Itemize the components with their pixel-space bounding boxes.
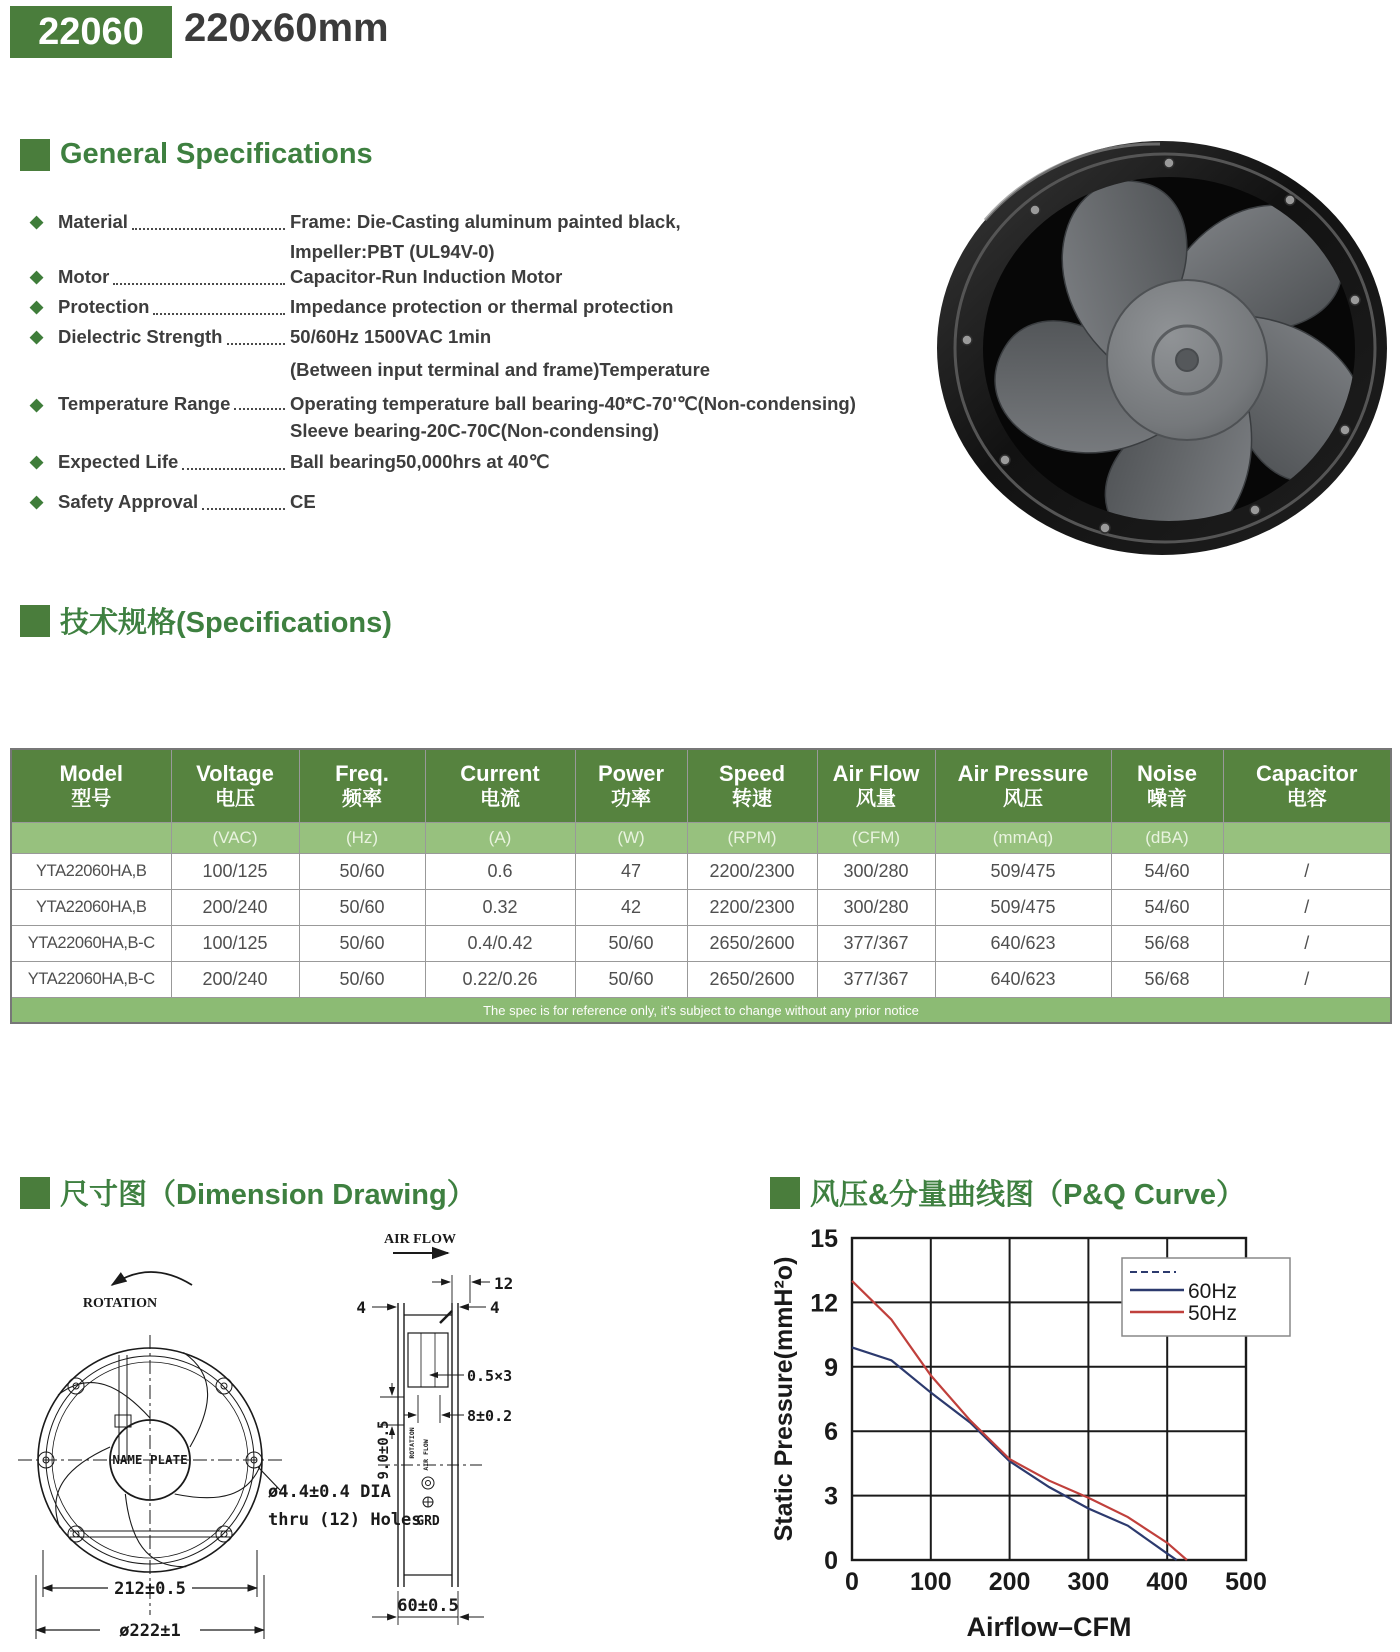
unit-cell: (A): [425, 823, 575, 854]
dotted-leader: [132, 207, 285, 230]
model-code-badge: [10, 6, 172, 58]
spec-value: [290, 487, 930, 517]
cell-airpressure: 640/623: [935, 926, 1111, 962]
section-square-icon: [20, 1177, 50, 1209]
y-tick-label: 3: [824, 1482, 838, 1511]
x-tick-label: 500: [1225, 1568, 1267, 1596]
cell-capacitor: /: [1223, 854, 1391, 890]
spec-table: [10, 748, 1392, 1024]
dotted-leader: [227, 322, 286, 345]
spec-value-line: Impeller:PBT (UL94V-0): [290, 241, 495, 262]
dim-222: ø222±1: [119, 1621, 181, 1641]
general-specs-title: General Specifications: [60, 138, 373, 170]
rotation-small-label: ROTATION: [408, 1427, 416, 1459]
col-capacitor: Capacitor 电容: [1223, 749, 1391, 823]
col-model: Model 型号: [11, 749, 171, 823]
unit-cell: (Hz): [299, 823, 425, 854]
cell-voltage: 200/240: [171, 962, 299, 998]
table-row: [11, 854, 1391, 890]
cell-voltage: 200/240: [171, 890, 299, 926]
spec-value-line: 50/60Hz 1500VAC 1min: [290, 326, 492, 347]
airflow-label: AIR FLOW: [384, 1232, 456, 1247]
cell-airflow: 300/280: [817, 854, 935, 890]
unit-cell: (dBA): [1111, 823, 1223, 854]
cell-noise: 56/68: [1111, 926, 1223, 962]
cell-freq: 50/60: [299, 962, 425, 998]
x-tick-label: 300: [1067, 1568, 1110, 1596]
specifications-title: 技术规格(Specifications): [60, 607, 392, 639]
cell-airpressure: 640/623: [935, 962, 1111, 998]
spec-value-line: CE: [290, 491, 316, 512]
dim-9: 9.0±0.5: [376, 1420, 392, 1480]
unit-cell: (CFM): [817, 823, 935, 854]
cell-freq: 50/60: [299, 854, 425, 890]
unit-cell: (RPM): [687, 823, 817, 854]
spec-value-line: Capacitor-Run Induction Motor: [290, 266, 563, 287]
spec-value-line: Operating temperature ball bearing-40*C-70'℃(Non-condensing): [290, 393, 856, 414]
airflow-small-label: AIR FLOW: [422, 1439, 430, 1471]
cell-airpressure: 509/475: [935, 854, 1111, 890]
table-row: [11, 962, 1391, 998]
holes-label-line1: ø4.4±0.4 DIA: [268, 1482, 391, 1502]
spec-row-material: [30, 207, 930, 267]
general-specs-heading: [20, 138, 373, 171]
cell-speed: 2650/2600: [687, 926, 817, 962]
table-header-row: [11, 749, 1391, 823]
cell-model: YTA22060HA,B: [11, 890, 171, 926]
spec-value-line: Ball bearing50,000hrs at 40℃: [290, 451, 550, 472]
pq-title: 风压&分量曲线图（P&Q Curve）: [810, 1179, 1246, 1211]
spec-value: [290, 262, 930, 292]
x-tick-label: 200: [988, 1568, 1031, 1596]
legend-60hz-label: 60Hz: [1188, 1280, 1238, 1303]
cell-airflow: 377/367: [817, 926, 935, 962]
diamond-bullet-icon: ◆: [30, 452, 44, 471]
cell-current: 0.22/0.26: [425, 962, 575, 998]
dotted-leader: [113, 262, 285, 285]
y-tick-label: 0: [824, 1547, 838, 1575]
section-square-icon: [20, 605, 50, 637]
x-axis-label: Airflow–CFM: [966, 1612, 1132, 1642]
col-noise: Noise 噪音: [1111, 749, 1223, 823]
dim-4-left: 4: [356, 1298, 366, 1317]
cell-capacitor: /: [1223, 926, 1391, 962]
dotted-leader: [153, 292, 285, 315]
dotted-leader: [202, 487, 285, 510]
diamond-bullet-icon: ◆: [30, 297, 44, 316]
y-tick-label: 9: [824, 1353, 838, 1382]
cell-current: 0.6: [425, 854, 575, 890]
table-unit-row: [11, 823, 1391, 854]
spec-label: Dielectric Strength: [58, 326, 223, 347]
unit-cell: (W): [575, 823, 687, 854]
holes-label-line2: thru (12) Holes: [268, 1510, 422, 1530]
dim-212: 212±0.5: [114, 1579, 186, 1599]
cell-airpressure: 509/475: [935, 890, 1111, 926]
spec-value-line: Frame: Die-Casting aluminum painted black,: [290, 211, 681, 232]
cell-voltage: 100/125: [171, 926, 299, 962]
col-power: Power 功率: [575, 749, 687, 823]
cell-current: 0.4/0.42: [425, 926, 575, 962]
cell-capacitor: /: [1223, 962, 1391, 998]
size-label: 220x60mm: [184, 6, 389, 50]
dim-05x3: 0.5×3: [467, 1367, 513, 1385]
section-square-icon: [770, 1177, 800, 1209]
cell-power: 50/60: [575, 962, 687, 998]
dimension-title: 尺寸图（Dimension Drawing）: [60, 1179, 476, 1211]
x-tick-label: 100: [909, 1568, 952, 1596]
cell-noise: 54/60: [1111, 854, 1223, 890]
unit-cell: (VAC): [171, 823, 299, 854]
table-footnote-row: [11, 998, 1391, 1024]
diamond-bullet-icon: ◆: [30, 492, 44, 511]
curve-60Hz: [852, 1347, 1177, 1560]
unit-cell: (mmAq): [935, 823, 1111, 854]
spec-row-dielectric: [30, 322, 930, 385]
dim-8: 8±0.2: [467, 1407, 513, 1425]
cell-power: 42: [575, 890, 687, 926]
diamond-bullet-icon: ◆: [30, 327, 44, 346]
cell-power: 50/60: [575, 926, 687, 962]
fan-product-image: [925, 130, 1400, 575]
x-tick-label: 400: [1146, 1568, 1189, 1596]
spec-value: [290, 447, 930, 477]
cell-model: YTA22060HA,B: [11, 854, 171, 890]
dotted-leader: [234, 390, 285, 410]
cell-airflow: 377/367: [817, 962, 935, 998]
y-tick-label: 12: [810, 1289, 838, 1318]
col-airflow: Air Flow 风量: [817, 749, 935, 823]
cell-airflow: 300/280: [817, 890, 935, 926]
y-axis-label: Static Pressure(mmH²o): [770, 1256, 798, 1542]
pq-heading: [770, 1172, 1245, 1213]
diamond-bullet-icon: ◆: [30, 212, 44, 231]
cell-current: 0.32: [425, 890, 575, 926]
diamond-bullet-icon: ◆: [30, 267, 44, 286]
chart-legend: [1122, 1258, 1290, 1336]
name-plate-label: NAME PLATE: [112, 1452, 188, 1467]
spec-value-line: Sleeve bearing-20C-70C(Non-condensing): [290, 420, 660, 441]
spec-label: Expected Life: [58, 451, 179, 472]
cell-speed: 2200/2300: [687, 854, 817, 890]
cell-freq: 50/60: [299, 926, 425, 962]
section-square-icon: [20, 139, 50, 171]
specifications-heading: [20, 600, 392, 641]
spec-label: Safety Approval: [58, 491, 199, 512]
cell-speed: 2200/2300: [687, 890, 817, 926]
model-code: 22060: [38, 10, 144, 53]
spec-row-motor: [30, 262, 930, 292]
dim-60: 60±0.5: [397, 1596, 459, 1616]
spec-value: [290, 322, 930, 385]
dimension-drawing: [0, 1215, 680, 1652]
spec-value: [290, 390, 930, 444]
col-speed: Speed 转速: [687, 749, 817, 823]
diamond-bullet-icon: ◆: [30, 395, 44, 414]
x-tick-label: 0: [845, 1568, 859, 1596]
unit-cell: [1223, 823, 1391, 854]
dotted-leader: [182, 447, 285, 470]
cell-speed: 2650/2600: [687, 962, 817, 998]
col-voltage: Voltage 电压: [171, 749, 299, 823]
y-tick-label: 6: [824, 1418, 838, 1447]
dimension-heading: [20, 1172, 476, 1213]
spec-row-protection: [30, 292, 930, 322]
legend-50hz-label: 50Hz: [1188, 1302, 1238, 1325]
spec-value-line: (Between input terminal and frame)Temperature: [290, 359, 711, 380]
unit-cell: [11, 823, 171, 854]
cell-model: YTA22060HA,B-C: [11, 926, 171, 962]
dim-12: 12: [494, 1274, 514, 1293]
spec-row-temperature: [30, 390, 930, 444]
spec-label: Temperature Range: [58, 393, 231, 414]
col-current: Current 电流: [425, 749, 575, 823]
grd-label: GRD: [416, 1514, 440, 1529]
col-freq: Freq. 频率: [299, 749, 425, 823]
rotation-label: ROTATION: [82, 1296, 158, 1311]
table-row: [11, 926, 1391, 962]
y-tick-label: 15: [810, 1228, 838, 1253]
spec-row-safety: [30, 487, 930, 517]
table-footnote: The spec is for reference only, it's subject to change without any prior notice: [11, 998, 1391, 1024]
pq-curve-chart: [770, 1228, 1400, 1652]
cell-voltage: 100/125: [171, 854, 299, 890]
cell-capacitor: /: [1223, 890, 1391, 926]
spec-value: [290, 292, 930, 322]
spec-label: Material: [58, 211, 128, 232]
spec-label: Motor: [58, 266, 110, 287]
table-row: [11, 890, 1391, 926]
cell-freq: 50/60: [299, 890, 425, 926]
spec-row-expected-life: [30, 447, 930, 477]
cell-noise: 54/60: [1111, 890, 1223, 926]
cell-power: 47: [575, 854, 687, 890]
spec-value-line: Impedance protection or thermal protection: [290, 296, 674, 317]
cell-model: YTA22060HA,B-C: [11, 962, 171, 998]
dim-4-right: 4: [490, 1298, 500, 1317]
cell-noise: 56/68: [1111, 962, 1223, 998]
spec-value: [290, 207, 930, 267]
spec-label: Protection: [58, 296, 150, 317]
col-airpressure: Air Pressure 风压: [935, 749, 1111, 823]
